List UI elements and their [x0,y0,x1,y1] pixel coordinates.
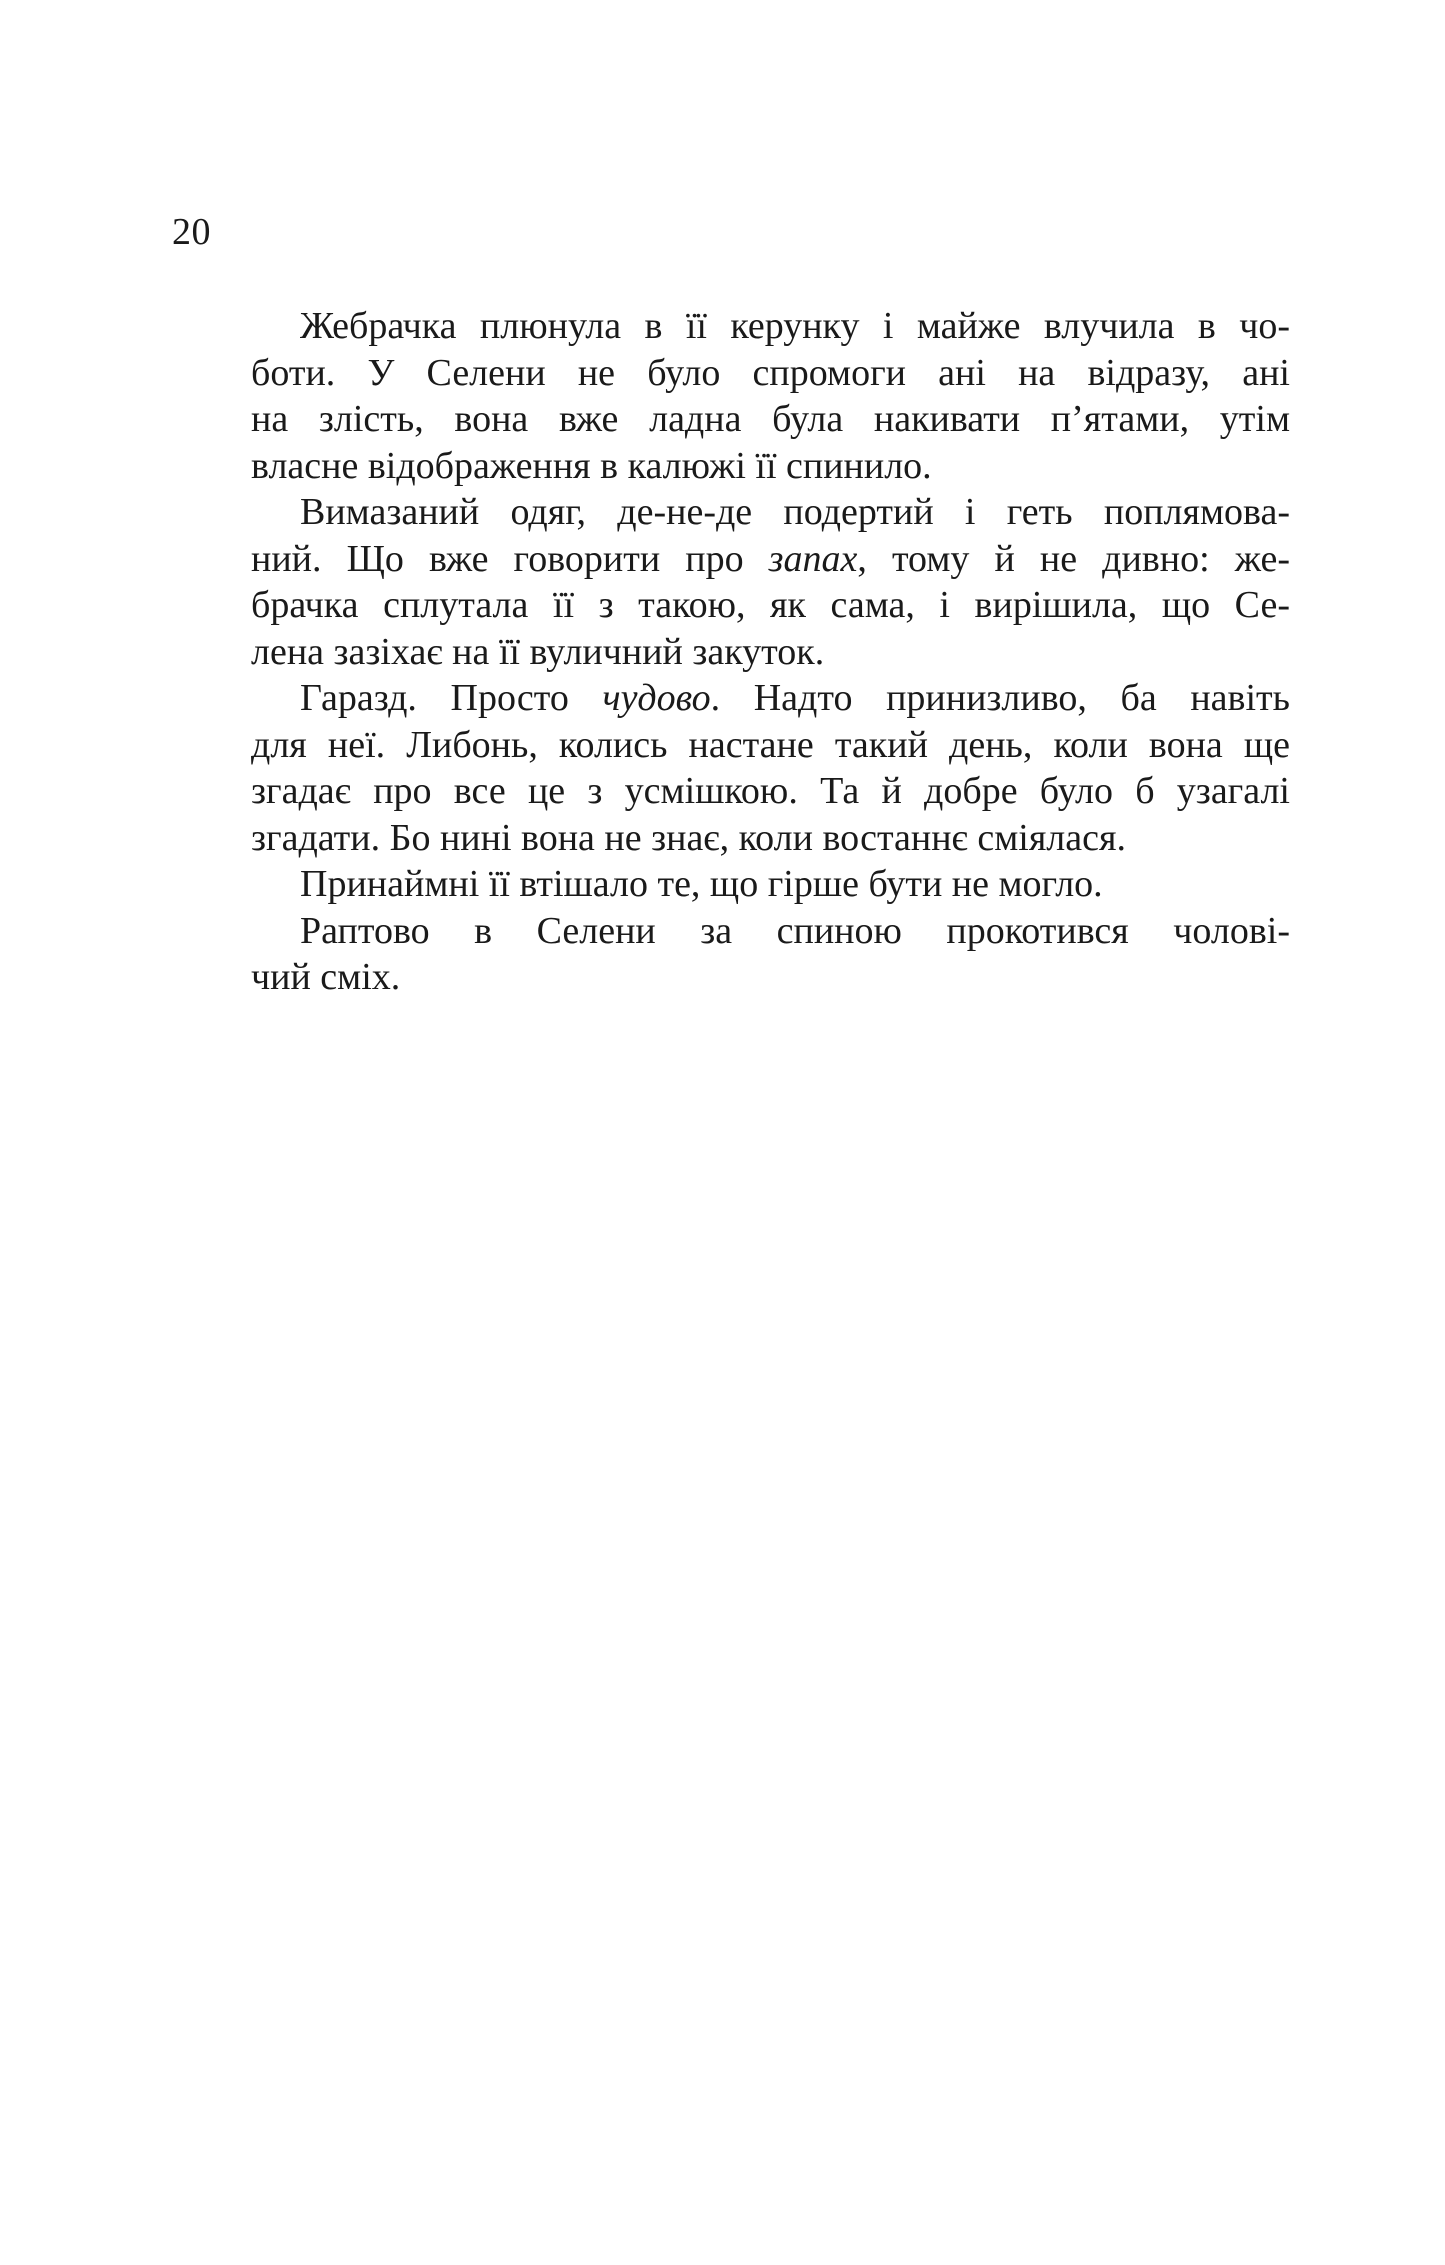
paragraph [251,489,1290,675]
text-segment: власне відображення в калюжі її спинило. [251,444,932,487]
text-segment: для неї. Либонь, колись настане такий день, коли вона ще [251,723,1290,766]
body-text [251,303,1290,1001]
text-line [251,350,1290,397]
text-line [251,908,1290,955]
text-line [251,861,1290,908]
text-segment: Раптово в Селени за спиною прокотився чолові- [300,909,1290,952]
paragraph [251,861,1290,908]
text-line [251,443,1290,490]
text-line [251,954,1290,1001]
text-segment: Принаймні її втішало те, що гірше бути не могло. [300,863,1103,905]
text-segment: брачка сплутала її з такою, як сама, і вирішила, що Се- [251,584,1290,626]
text-segment: згадає про все це з усмішкою. Та й добре було б узагалі [251,770,1290,812]
paragraph [251,908,1290,1001]
paragraph [251,303,1290,489]
text-segment: лена зазіхає на її вуличний закуток. [251,630,825,673]
text-line [251,815,1290,862]
page-number: 20 [172,211,211,253]
text-segment: ний. Що вже говорити про [251,537,769,580]
text-segment: чий сміх. [251,956,401,998]
text-line [251,489,1290,536]
text-line [251,629,1290,676]
text-segment: Вимазаний одяг, де-не-де подертий і геть поплямова- [300,491,1290,533]
text-segment: на злість, вона вже ладна була накивати п’ятами, утім [251,398,1290,440]
text-segment: , тому й не дивно: же- [857,537,1291,580]
text-segment: . Надто принизливо, ба навіть [710,677,1290,719]
text-segment: боти. У Селени не було спромоги ані на відразу, ані [251,351,1290,394]
text-line [251,675,1290,722]
text-line [251,582,1290,629]
text-line [251,396,1290,443]
italic-text: чудово [602,677,711,719]
text-segment: Жебрачка плюнула в її керунку і майже влучила в чо- [300,305,1290,347]
text-line [251,303,1290,350]
text-segment: згадати. Бо нині вона не знає, коли востаннє сміялася. [251,816,1126,859]
italic-text: запах [768,537,858,580]
paragraph [251,675,1290,861]
text-line [251,768,1290,815]
text-line [251,722,1290,769]
text-line [251,536,1290,583]
text-segment: Гаразд. Просто [300,677,603,719]
